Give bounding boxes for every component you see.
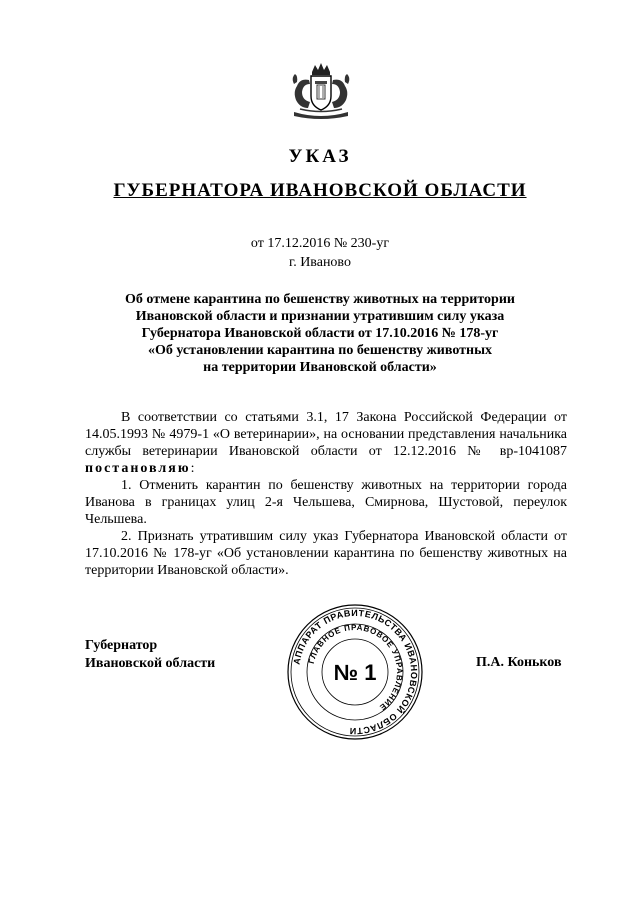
document-city: г. Иваново [289,255,351,270]
document-type-heading: УКАЗ [288,146,352,167]
document-body [85,409,567,579]
document-title [90,291,550,376]
decree-word: постановляю [85,461,191,476]
preamble-text: В соответствии со статьями 3.1, 17 Закона Российской Федерации от 14.05.1993 № 4979-1 «О ветеринарии», на основании представления начальника службы ветеринарии Ивановской области от 12.12.2016 № вр-1041087 [85,410,567,459]
seal-outer-text: АППАРАТ ПРАВИТЕЛЬСТВА ИВАНОВСКОЙ ОБЛАСТИ [291,607,420,737]
preamble-paragraph [85,409,567,477]
signatory-name: П.А. Коньков [476,655,562,670]
document-issuer-heading: ГУБЕРНАТОРА ИВАНОВСКОЙ ОБЛАСТИ [113,180,527,201]
decree-suffix: : [190,461,195,476]
official-seal-stamp [286,603,424,741]
coat-of-arms-emblem [288,62,354,122]
title-line: «Об установлении карантина по бешенству животных [147,343,493,358]
title-line: Губернатора Ивановской области от 17.10.2016 № 178-уг [141,326,499,341]
seal-inner-text: ГЛАВНОЕ ПРАВОВОЕ УПРАВЛЕНИЕ [306,622,405,713]
decree-item-2: 2. Признать утратившим силу указ Губернатора Ивановской области от 17.10.2016 № 178-уг «Об установлении карантина по бешенству животных на территории Ивановской области». [85,529,567,578]
seal-number: № 1 [333,660,377,685]
decree-item-1: 1. Отменить карантин по бешенству животных на территории города Иванова в границах улиц 2-я Чельшева, Смирнова, Шустовой, переулок Чельшева. [85,478,567,527]
title-line: Ивановской области и признании утратившим силу указа [135,309,505,324]
title-line: на территории Ивановской области» [203,360,437,375]
document-date-number: от 17.12.2016 № 230-уг [250,236,390,251]
signatory-position [85,637,215,673]
title-line: Об отмене карантина по бешенству животных на территории [125,292,515,307]
signatory-position-line: Губернатор [85,638,158,653]
signatory-position-line: Ивановской области [85,656,216,671]
